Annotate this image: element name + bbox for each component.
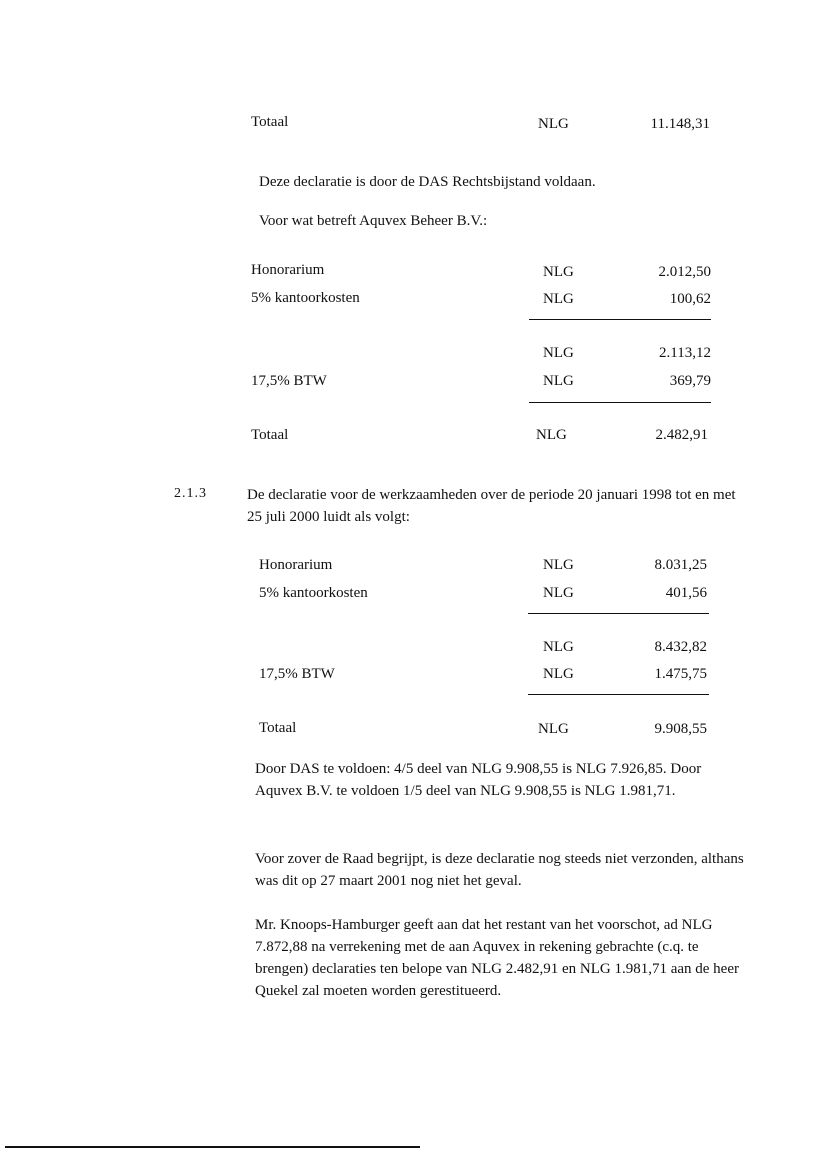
row-currency: NLG bbox=[543, 557, 574, 573]
row-amount: 2.012,50 bbox=[658, 264, 711, 280]
row-amount: 8.031,25 bbox=[654, 557, 707, 573]
row-amount: 2.113,12 bbox=[659, 345, 711, 361]
row-currency: NLG bbox=[543, 373, 574, 389]
not-sent-paragraph: Voor zover de Raad begrijpt, is deze declaratie nog steeds niet verzonden, althans was dit op 27 maart 2001 nog niet het geval. bbox=[255, 851, 744, 889]
total-label: Totaal bbox=[259, 720, 297, 736]
row-currency: NLG bbox=[543, 345, 574, 361]
total-amount: 2.482,91 bbox=[655, 427, 708, 443]
row-amount: 1.475,75 bbox=[654, 666, 707, 682]
total-currency: NLG bbox=[538, 721, 569, 737]
row-label: 17,5% BTW bbox=[251, 373, 327, 389]
row-amount: 8.432,82 bbox=[654, 639, 707, 655]
row-amount: 369,79 bbox=[669, 373, 711, 389]
total-currency: NLG bbox=[536, 427, 567, 443]
subtotal-rule bbox=[528, 613, 709, 614]
row-currency: NLG bbox=[543, 585, 574, 601]
section-number: 2.1.3 bbox=[174, 486, 207, 501]
section-text: De declaratie voor de werkzaamheden over de periode 20 januari 1998 tot en met 25 juli 2000 luidt als volgt: bbox=[247, 487, 736, 525]
row-currency: NLG bbox=[543, 264, 574, 280]
row-label: Honorarium bbox=[251, 262, 325, 278]
total-amount: 9.908,55 bbox=[654, 721, 707, 737]
row-currency: NLG bbox=[543, 666, 574, 682]
total-label: Totaal bbox=[251, 427, 289, 443]
subtotal-rule bbox=[529, 319, 711, 320]
row-label: 17,5% BTW bbox=[259, 666, 335, 682]
total-rule bbox=[528, 694, 709, 695]
top-total-amount: 11.148,31 bbox=[650, 116, 710, 132]
row-label: 5% kantoorkosten bbox=[259, 585, 368, 601]
aquvex-intro: Voor wat betreft Aquvex Beheer B.V.: bbox=[259, 213, 488, 229]
row-label: Honorarium bbox=[259, 557, 333, 573]
row-amount: 401,56 bbox=[665, 585, 707, 601]
row-currency: NLG bbox=[543, 639, 574, 655]
restitution-paragraph: Mr. Knoops-Hamburger geeft aan dat het restant van het voorschot, ad NLG 7.872,88 na verrekening met de aan Aquvex in rekening gebrachte (c.q. te brengen) declaraties ten belope van NLG 2.482,91 en NLG 1.981,71 aan de heer Quekel zal moeten worden gerestitueerd. bbox=[255, 917, 739, 999]
top-total-label: Totaal bbox=[251, 114, 289, 130]
paid-note: Deze declaratie is door de DAS Rechtsbijstand voldaan. bbox=[259, 174, 596, 190]
row-currency: NLG bbox=[543, 291, 574, 307]
total-rule bbox=[529, 402, 711, 403]
row-amount: 100,62 bbox=[669, 291, 711, 307]
footer-rule bbox=[5, 1146, 420, 1148]
payment-split-paragraph: Door DAS te voldoen: 4/5 deel van NLG 9.908,55 is NLG 7.926,85. Door Aquvex B.V. te voldoen 1/5 deel van NLG 9.908,55 is NLG 1.981,71. bbox=[255, 761, 702, 799]
top-total-currency: NLG bbox=[538, 116, 569, 132]
row-label: 5% kantoorkosten bbox=[251, 290, 360, 306]
